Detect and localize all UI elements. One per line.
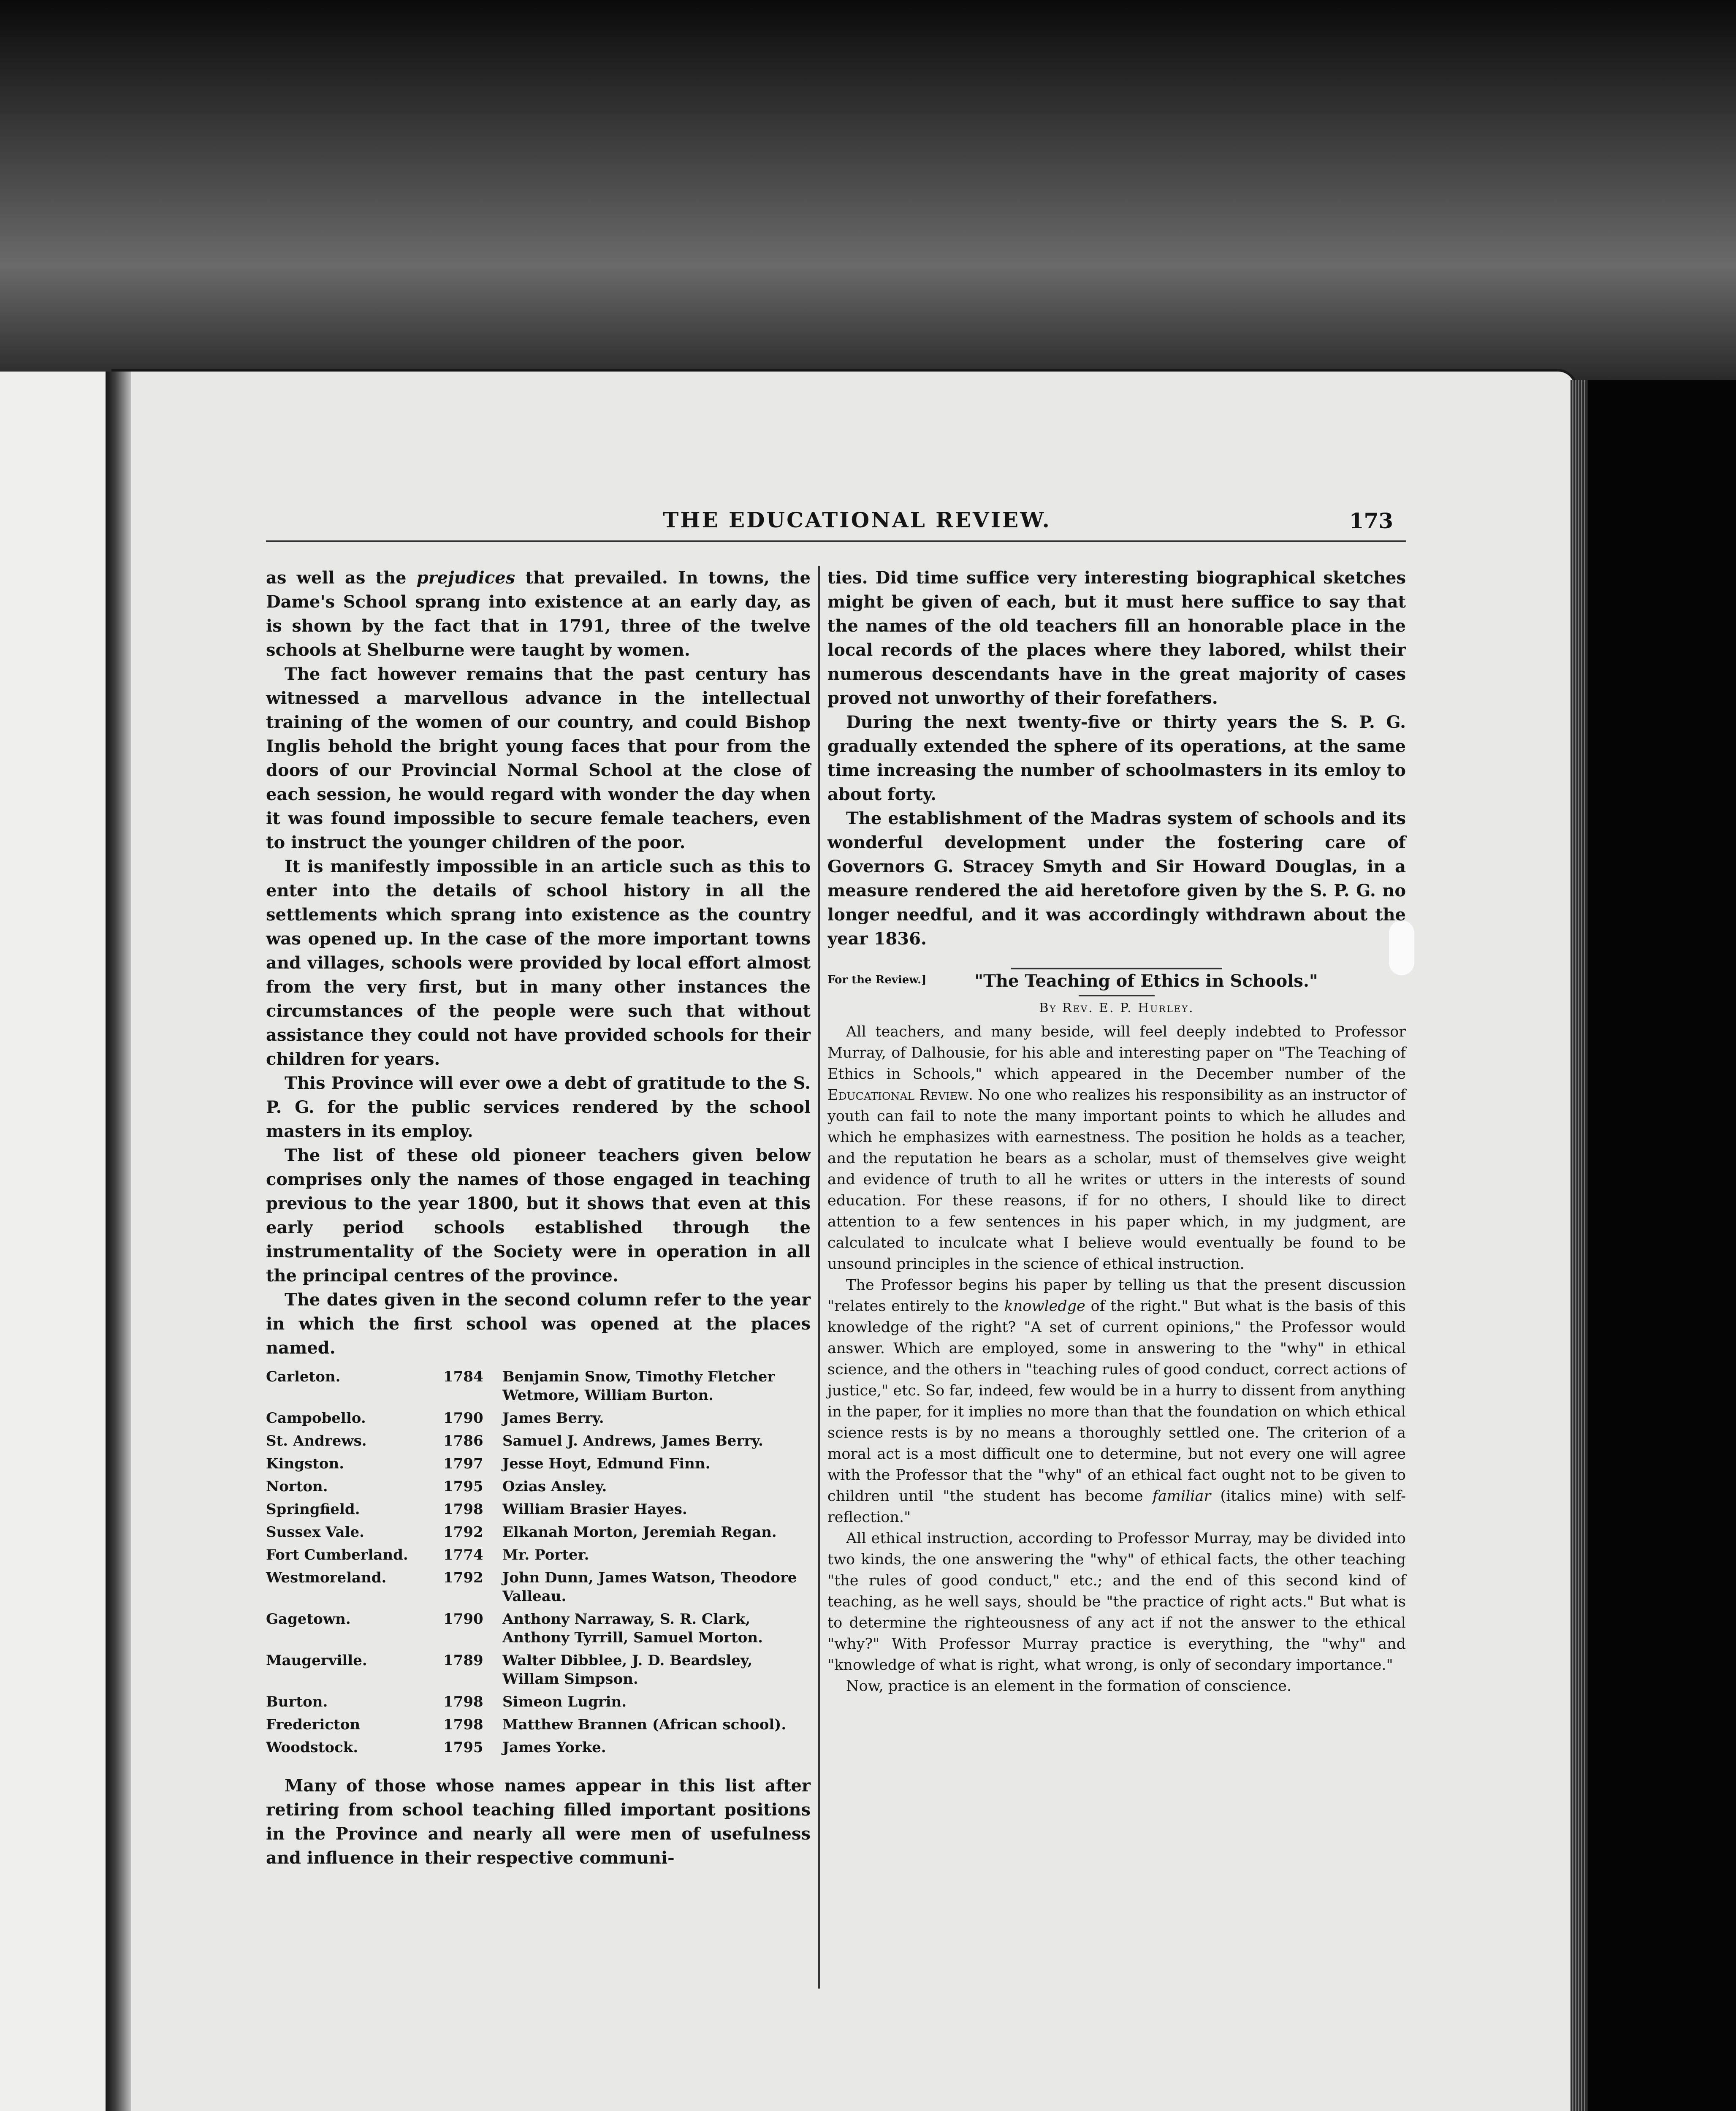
text-run: The Professor begins his paper by telling us that the present discussion "relates entirely to the bbox=[827, 1277, 1406, 1315]
paragraph bbox=[266, 566, 811, 662]
paragraph bbox=[827, 1021, 1406, 1275]
left-column bbox=[266, 566, 811, 1870]
table-row bbox=[266, 1693, 811, 1715]
place-cell: Maugerville. bbox=[266, 1652, 367, 1669]
column-divider bbox=[818, 566, 820, 1989]
page-number: 173 bbox=[1349, 508, 1393, 533]
year-cell: 1798 bbox=[443, 1716, 483, 1733]
year-cell: 1789 bbox=[443, 1652, 483, 1669]
table-row bbox=[266, 1568, 811, 1610]
year-cell: 1792 bbox=[443, 1569, 483, 1586]
text-run: of the right." But what is the basis of this knowledge of the right? "A set of current opinions," the Professor would answer. Which are employed, some in answering to the "why" in ethical science, and the others in "teaching rules of good conduct, correct actions of justice," etc. So far, indeed, few would be in a hurry to dissent from anything in the paper, for it implies no more than that the foundation on which ethical science rests is by no means a thoroughly settled one. The criterion of a moral act is a most difficult one to determine, but not every one will agree with the Professor that the "why" of an ethical fact ought not to be given to children until "the student has become bbox=[827, 1298, 1406, 1505]
journal-title: THE EDUCATIONAL REVIEW. bbox=[663, 507, 1051, 532]
table-row bbox=[266, 1432, 811, 1454]
paragraph: Now, practice is an element in the formation of conscience. bbox=[846, 1678, 1292, 1695]
teachers-cell: John Dunn, James Watson, Theodore Valleau. bbox=[502, 1569, 797, 1605]
paragraph: This Province will ever owe a debt of gratitude to the S. P. G. for the public services rendered by the school masters in its employ. bbox=[266, 1073, 811, 1141]
place-cell: Gagetown. bbox=[266, 1611, 351, 1628]
table-row bbox=[266, 1368, 811, 1409]
emphasis: knowledge bbox=[1004, 1298, 1085, 1315]
table-row bbox=[266, 1651, 811, 1693]
article-title: "The Teaching of Ethics in Schools." bbox=[974, 971, 1318, 991]
place-cell: Westmoreland. bbox=[266, 1569, 387, 1586]
year-cell: 1774 bbox=[443, 1547, 483, 1563]
paragraph: The dates given in the second column refer to the year in which the first school was opened at the places named. bbox=[266, 1290, 811, 1358]
teachers-cell: Mr. Porter. bbox=[502, 1547, 589, 1563]
year-cell: 1798 bbox=[443, 1693, 483, 1710]
place-cell: Springfield. bbox=[266, 1501, 360, 1518]
teachers-cell: Ozias Ansley. bbox=[502, 1478, 607, 1495]
teachers-cell: Simeon Lugrin. bbox=[502, 1693, 627, 1710]
place-cell: Woodstock. bbox=[266, 1739, 358, 1756]
table-row bbox=[266, 1454, 811, 1477]
place-cell: Sussex Vale. bbox=[266, 1524, 364, 1541]
paragraph: The fact however remains that the past century has witnessed a marvellous advance in the intellectual training of the women of our country, and could Bishop Inglis behold the bright young faces that pour from the doors of our Provincial Normal School at the close of each session, he would regard with wonder the day when it was found impossible to secure female teachers, even to instruct the younger children of the poor. bbox=[266, 664, 811, 852]
table-row bbox=[266, 1738, 811, 1761]
year-cell: 1784 bbox=[443, 1368, 483, 1385]
paragraph: The establishment of the Madras system of schools and its wonderful development under the fostering care of Governors G. Stracey Smyth and Sir Howard Douglas, in a measure rendered the aid heretofore given by the S. P. G. no longer needful, and it was accordingly withdrawn about the year 1836. bbox=[827, 809, 1406, 949]
right-column bbox=[827, 566, 1406, 1697]
place-cell: Carleton. bbox=[266, 1368, 341, 1385]
paragraph bbox=[827, 1275, 1406, 1528]
place-cell: St. Andrews. bbox=[266, 1433, 367, 1449]
section-label: For the Review.] bbox=[827, 974, 927, 986]
year-cell: 1795 bbox=[443, 1478, 483, 1495]
year-cell: 1792 bbox=[443, 1524, 483, 1541]
place-cell: Fredericton bbox=[266, 1716, 361, 1733]
text-run: (italics mine) with self-reflection." bbox=[827, 1488, 1406, 1526]
place-cell: Norton. bbox=[266, 1478, 328, 1495]
teachers-cell: Walter Dibblee, J. D. Beardsley, Willam Simpson. bbox=[502, 1652, 753, 1688]
schools-table bbox=[266, 1368, 811, 1761]
section-rule bbox=[1011, 968, 1222, 969]
journal-name: Educational Review bbox=[827, 1087, 968, 1104]
table-row bbox=[266, 1715, 811, 1738]
paragraph: ties. Did time suffice very interesting biographical sketches might be given of each, but it must here suffice to say that the names of the old teachers fill an honorable place in the local records of the places where they labored, whilst their numerous descendants have in the great majority of cases proved not unworthy of their forefathers. bbox=[827, 568, 1406, 708]
book-gutter bbox=[106, 372, 131, 2111]
scan-background-top bbox=[0, 0, 1736, 380]
place-cell: Campobello. bbox=[266, 1410, 366, 1427]
teachers-cell: William Brasier Hayes. bbox=[502, 1501, 687, 1518]
text-run: All teachers, and many beside, will feel deeply indebted to Professor Murray, of Dalhousie, for his able and interesting paper on "The Teaching of Ethics in Schools," which appeared in the December number of the bbox=[827, 1023, 1406, 1083]
teachers-cell: Jesse Hoyt, Edmund Finn. bbox=[502, 1455, 711, 1472]
place-cell: Burton. bbox=[266, 1693, 328, 1710]
year-cell: 1790 bbox=[443, 1611, 483, 1628]
year-cell: 1797 bbox=[443, 1455, 483, 1472]
paragraph: The list of these old pioneer teachers given below comprises only the names of those engaged in teaching previous to the year 1800, but it shows that even at this early period schools established through the instrumentality of the Society were in operation in all the principal centres of the province. bbox=[266, 1145, 811, 1286]
paragraph: During the next twenty-five or thirty years the S. P. G. gradually extended the sphere of its operations, at the same time increasing the number of schoolmasters in its emloy to about forty. bbox=[827, 712, 1406, 804]
paragraph: All ethical instruction, according to Professor Murray, may be divided into two kinds, the one answering the "why" of ethical facts, the other teaching "the rules of good conduct," etc.; and the end of this second kind of teaching, as he well says, should be "the practice of right acts." But what is to determine the righteousness of any act if not the answer to the ethical "why?" With Professor Murray practice is everything, the "why" and "knowledge of what is right, what wrong, is only of secondary importance." bbox=[827, 1530, 1406, 1674]
year-cell: 1790 bbox=[443, 1410, 483, 1427]
place-cell: Fort Cumberland. bbox=[266, 1547, 408, 1563]
running-head bbox=[266, 502, 1406, 542]
table-row bbox=[266, 1523, 811, 1546]
teachers-cell: Benjamin Snow, Timothy Fletcher Wetmore, William Burton. bbox=[502, 1368, 775, 1404]
text-run: . No one who realizes his responsibility as an instructor of youth can fail to note the many important points to which he alludes and which he emphasizes with earnestness. The position he holds as a teacher, and the reputation he bears as a scholar, must of themselves give weight and evidence of truth to all he writes or utters in the interests of sound education. For these reasons, if for no others, I should like to direct attention to a few sentences in his paper which, in my judgment, are calculated to inculcate what I believe would eventually be found to be unsound principles in the science of ethical instruction. bbox=[827, 1087, 1406, 1273]
teachers-cell: Matthew Brannen (African school). bbox=[502, 1716, 787, 1733]
year-cell: 1795 bbox=[443, 1739, 483, 1756]
article-header bbox=[827, 968, 1406, 1015]
byline: By Rev. E. P. Hurley. bbox=[1039, 1001, 1194, 1015]
year-cell: 1786 bbox=[443, 1433, 483, 1449]
emphasis: prejudices bbox=[416, 568, 515, 588]
title-rule bbox=[1079, 995, 1155, 996]
paragraph: Many of those whose names appear in this list after retiring from school teaching filled important positions in the Province and nearly all were men of usefulness and influence in their respective communi- bbox=[266, 1776, 811, 1868]
text-run: that prevailed. In towns, the Dame's School sprang into existence at an early day, as is shown by the fact that in 1791, three of the twelve schools at Shelburne were taught by women. bbox=[266, 568, 811, 660]
emphasis: familiar bbox=[1152, 1488, 1211, 1505]
teachers-cell: Anthony Narraway, S. R. Clark, Anthony Tyrrill, Samuel Morton. bbox=[502, 1611, 763, 1646]
table-row bbox=[266, 1610, 811, 1651]
paragraph: It is manifestly impossible in an article such as this to enter into the details of school history in all the settlements which sprang into existence as the country was opened up. In the case of the more important towns and villages, schools were provided by local effort almost from the very first, but in many other instances the circumstances of the people were such that without assistance they could not have provided schools for their children for years. bbox=[266, 857, 811, 1069]
article-body bbox=[827, 1021, 1406, 1697]
year-cell: 1798 bbox=[443, 1501, 483, 1518]
table-row bbox=[266, 1500, 811, 1523]
table-row bbox=[266, 1546, 811, 1568]
teachers-cell: Elkanah Morton, Jeremiah Regan. bbox=[502, 1524, 777, 1541]
table-row bbox=[266, 1477, 811, 1500]
table-row bbox=[266, 1409, 811, 1432]
teachers-cell: James Berry. bbox=[502, 1410, 604, 1427]
page-content bbox=[266, 502, 1406, 2111]
text-run: as well as the bbox=[266, 568, 417, 588]
place-cell: Kingston. bbox=[266, 1455, 344, 1472]
page-stack-edges bbox=[1571, 380, 1587, 2111]
teachers-cell: James Yorke. bbox=[502, 1739, 606, 1756]
teachers-cell: Samuel J. Andrews, James Berry. bbox=[502, 1433, 763, 1449]
